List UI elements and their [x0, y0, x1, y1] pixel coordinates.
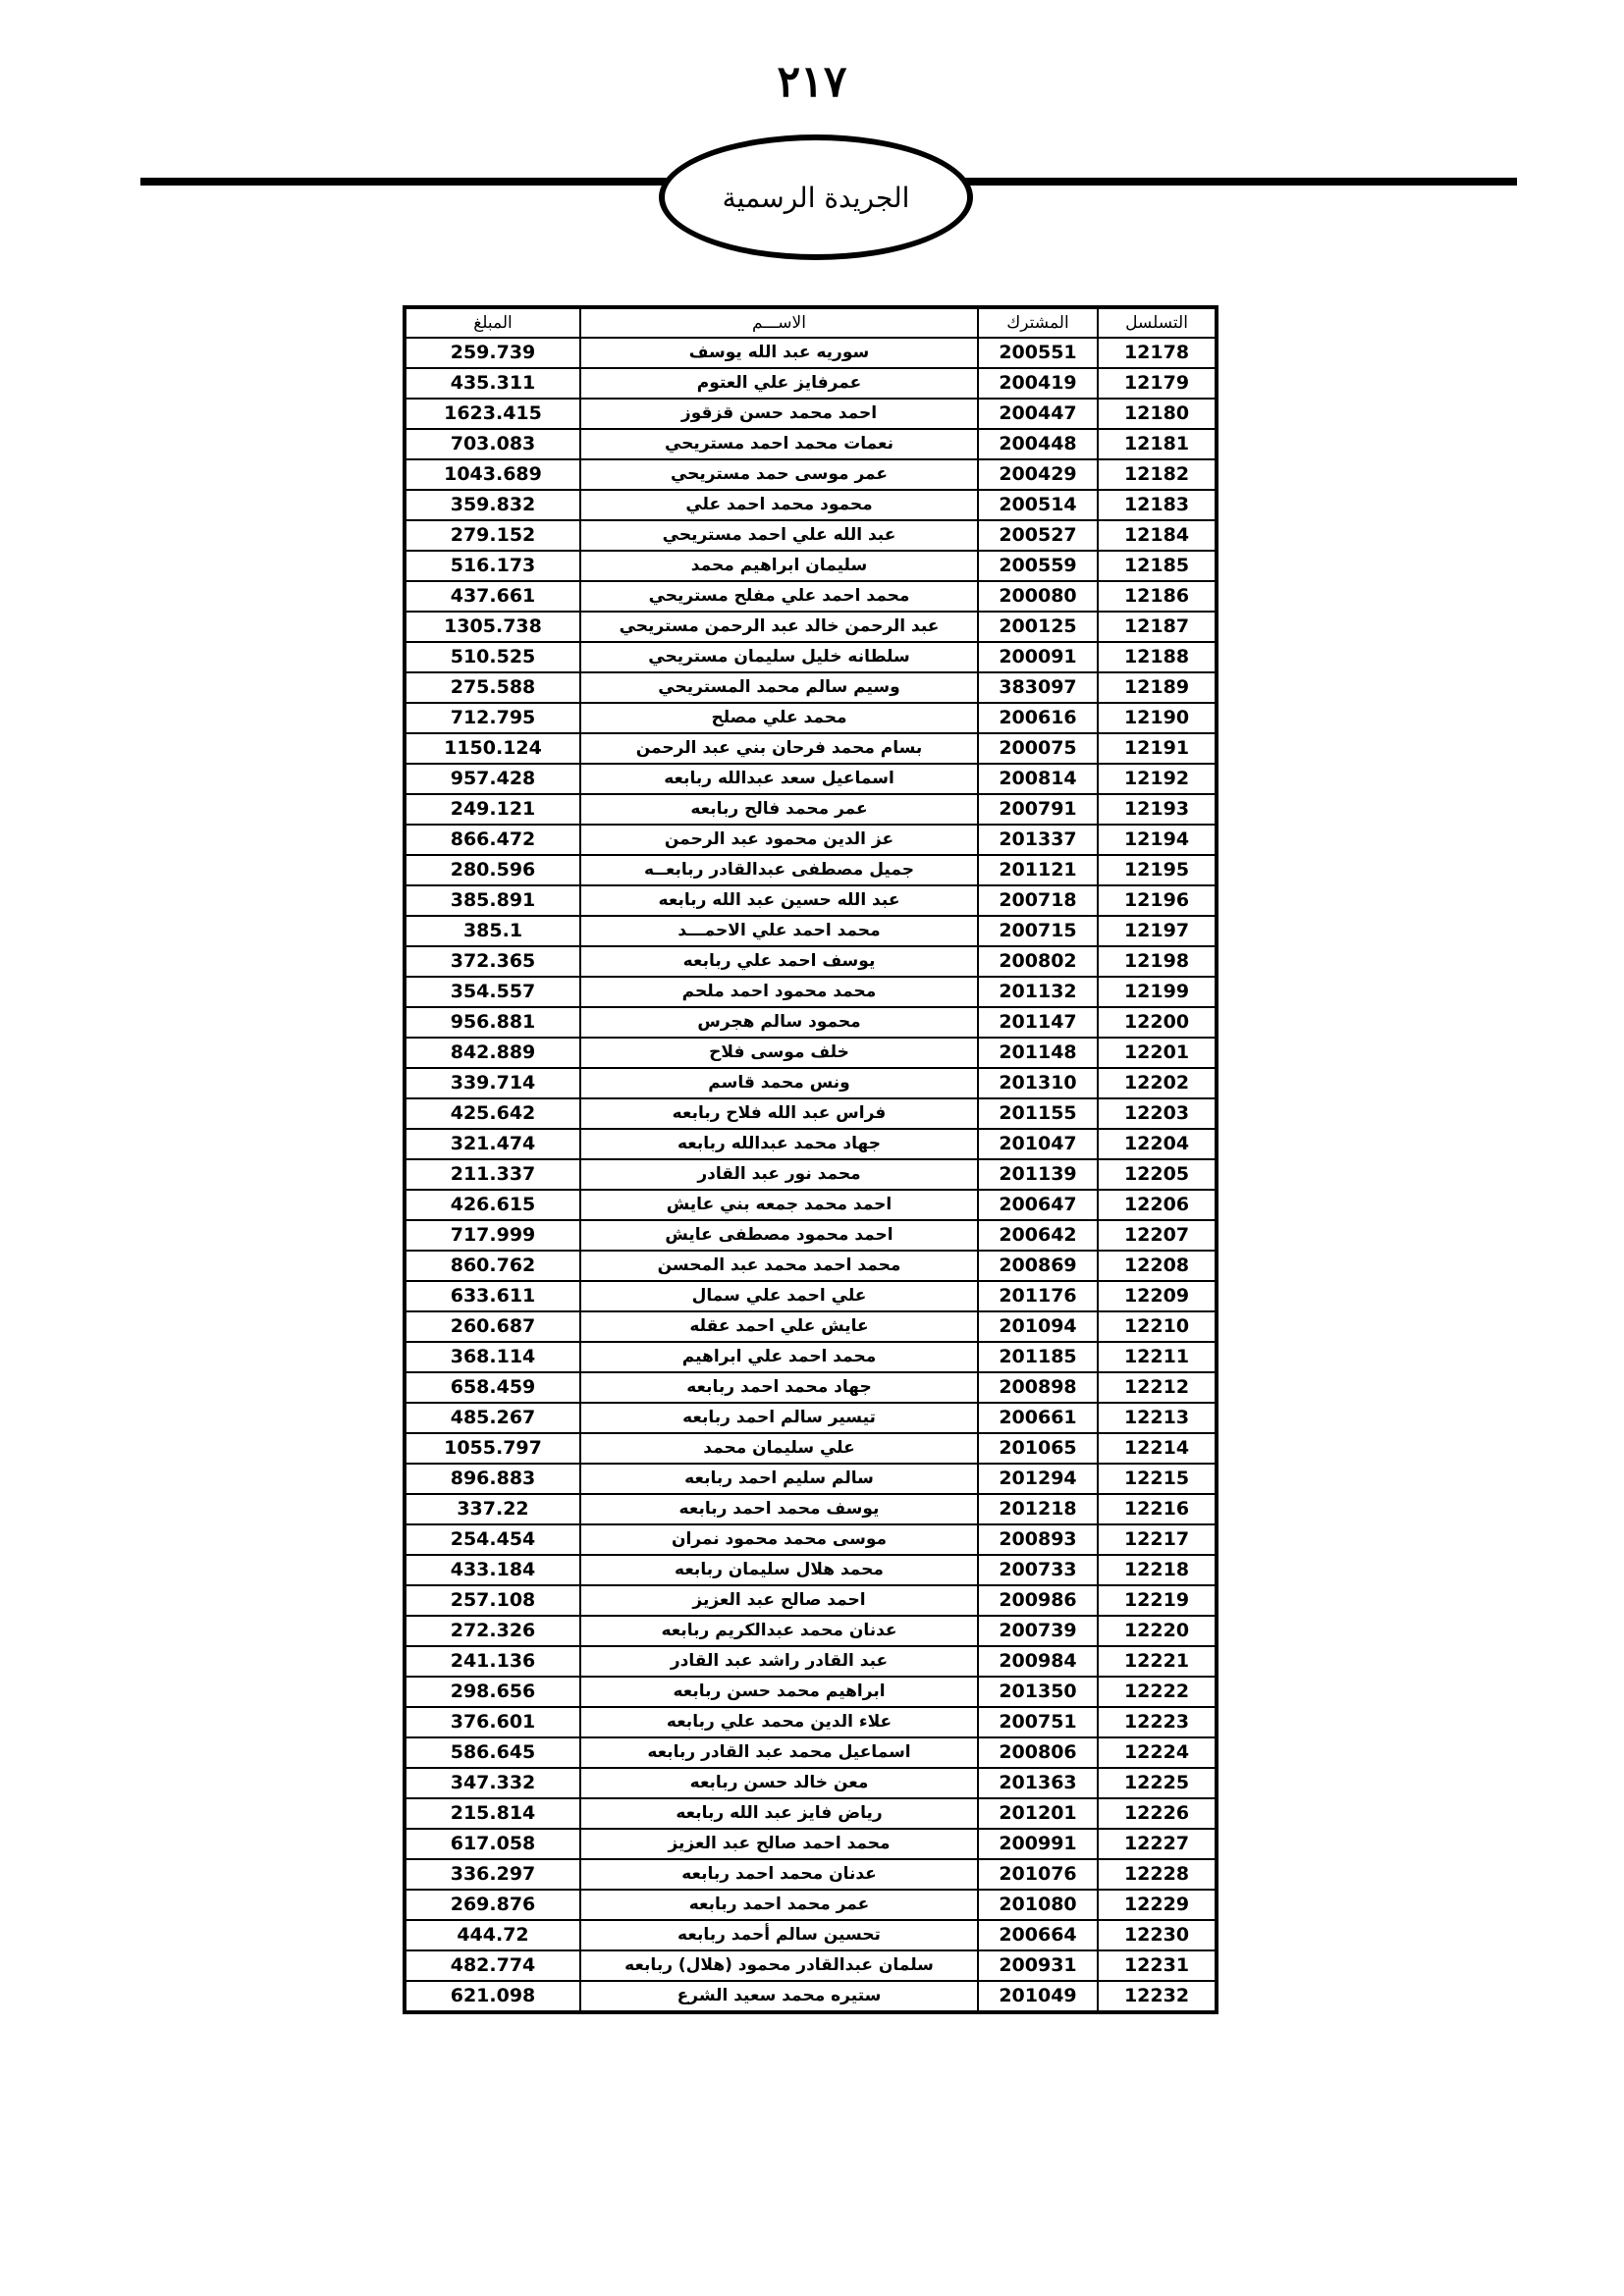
- table-row: [406, 1707, 1216, 1737]
- amount-cell: 1055.797: [406, 1433, 580, 1464]
- table-row: [406, 1950, 1216, 1981]
- serial-cell: 12197: [1098, 916, 1216, 946]
- serial-cell: 12178: [1098, 338, 1216, 368]
- table-row: [406, 1616, 1216, 1646]
- table-row: [406, 1555, 1216, 1585]
- subscriber-cell: 201218: [978, 1494, 1098, 1524]
- subscriber-cell: 200514: [978, 490, 1098, 520]
- serial-cell: 12213: [1098, 1403, 1216, 1433]
- subscriber-cell: 200075: [978, 733, 1098, 764]
- table-row: [406, 1159, 1216, 1190]
- name-cell: جهاد محمد عبدالله ربابعه: [580, 1129, 978, 1159]
- table-row: [406, 612, 1216, 642]
- serial-cell: 12192: [1098, 764, 1216, 794]
- name-cell: سوريه عبد الله يوسف: [580, 338, 978, 368]
- serial-cell: 12179: [1098, 368, 1216, 399]
- subscriber-cell: 200647: [978, 1190, 1098, 1220]
- subscriber-cell: 200739: [978, 1616, 1098, 1646]
- name-cell: احمد محمد جمعه بني عايش: [580, 1190, 978, 1220]
- serial-cell: 12227: [1098, 1829, 1216, 1859]
- subscriber-cell: 200551: [978, 338, 1098, 368]
- serial-cell: 12206: [1098, 1190, 1216, 1220]
- table-row: [406, 1281, 1216, 1311]
- serial-cell: 12202: [1098, 1068, 1216, 1098]
- amount-cell: 280.596: [406, 855, 580, 885]
- name-cell: احمد محمد حسن قزقوز: [580, 399, 978, 429]
- table-row: [406, 1372, 1216, 1403]
- name-cell: اسماعيل محمد عبد القادر ربابعه: [580, 1737, 978, 1768]
- amount-cell: 425.642: [406, 1098, 580, 1129]
- serial-cell: 12194: [1098, 825, 1216, 855]
- table-row: [406, 1981, 1216, 2011]
- table-row: [406, 1433, 1216, 1464]
- amount-cell: 336.297: [406, 1859, 580, 1890]
- table-row: [406, 429, 1216, 459]
- serial-cell: 12219: [1098, 1585, 1216, 1616]
- name-cell: محمود محمد احمد علي: [580, 490, 978, 520]
- amount-cell: 896.883: [406, 1464, 580, 1494]
- table-row: [406, 916, 1216, 946]
- serial-cell: 12228: [1098, 1859, 1216, 1890]
- serial-cell: 12225: [1098, 1768, 1216, 1798]
- subscriber-cell: 383097: [978, 672, 1098, 703]
- name-cell: محمد احمد علي ابراهيم: [580, 1342, 978, 1372]
- serial-cell: 12211: [1098, 1342, 1216, 1372]
- subscriber-cell: 201337: [978, 825, 1098, 855]
- amount-cell: 435.311: [406, 368, 580, 399]
- amount-cell: 241.136: [406, 1646, 580, 1677]
- subscriber-cell: 200125: [978, 612, 1098, 642]
- table-row: [406, 946, 1216, 977]
- serial-cell: 12232: [1098, 1981, 1216, 2011]
- amount-cell: 257.108: [406, 1585, 580, 1616]
- subscriber-cell: 200986: [978, 1585, 1098, 1616]
- subscriber-cell: 200091: [978, 642, 1098, 672]
- name-cell: سلطانه خليل سليمان مستريحي: [580, 642, 978, 672]
- name-cell: يوسف احمد علي ربابعه: [580, 946, 978, 977]
- name-cell: علاء الدين محمد علي ربابعه: [580, 1707, 978, 1737]
- table-row: [406, 1190, 1216, 1220]
- name-cell: علي احمد علي سمال: [580, 1281, 978, 1311]
- table-row: [406, 1068, 1216, 1098]
- amount-cell: 633.611: [406, 1281, 580, 1311]
- table-row: [406, 1220, 1216, 1251]
- name-cell: محمد احمد علي الاحمـــد: [580, 916, 978, 946]
- subscriber-cell: 200080: [978, 581, 1098, 612]
- name-cell: نعمات محمد احمد مستريحي: [580, 429, 978, 459]
- name-cell: عز الدين محمود عبد الرحمن: [580, 825, 978, 855]
- amount-cell: 1305.738: [406, 612, 580, 642]
- amount-cell: 617.058: [406, 1829, 580, 1859]
- serial-cell: 12229: [1098, 1890, 1216, 1920]
- subscriber-cell: 200448: [978, 429, 1098, 459]
- subscriber-cell: 200664: [978, 1920, 1098, 1950]
- serial-cell: 12188: [1098, 642, 1216, 672]
- subscriber-cell: 200661: [978, 1403, 1098, 1433]
- serial-cell: 12216: [1098, 1494, 1216, 1524]
- gazette-title: الجريدة الرسمية: [722, 181, 910, 214]
- subscriber-cell: 200429: [978, 459, 1098, 490]
- table-row: [406, 703, 1216, 733]
- serial-cell: 12208: [1098, 1251, 1216, 1281]
- table-row: [406, 581, 1216, 612]
- table-row: [406, 977, 1216, 1007]
- name-cell: عبد القادر راشد عبد القادر: [580, 1646, 978, 1677]
- name-cell: عمر محمد احمد ربابعه: [580, 1890, 978, 1920]
- amount-cell: 956.881: [406, 1007, 580, 1038]
- name-cell: ابراهيم محمد حسن ربابعه: [580, 1677, 978, 1707]
- amount-cell: 272.326: [406, 1616, 580, 1646]
- subscriber-cell: 201201: [978, 1798, 1098, 1829]
- name-cell: محمد احمد محمد عبد المحسن: [580, 1251, 978, 1281]
- name-cell: يوسف محمد احمد ربابعه: [580, 1494, 978, 1524]
- serial-cell: 12215: [1098, 1464, 1216, 1494]
- subscriber-cell: 200447: [978, 399, 1098, 429]
- table-row: [406, 642, 1216, 672]
- amount-cell: 510.525: [406, 642, 580, 672]
- table-row: [406, 733, 1216, 764]
- amount-cell: 866.472: [406, 825, 580, 855]
- amount-cell: 717.999: [406, 1220, 580, 1251]
- amount-cell: 1150.124: [406, 733, 580, 764]
- subscriber-cell: 200991: [978, 1829, 1098, 1859]
- subscriber-cell: 200751: [978, 1707, 1098, 1737]
- table-row: [406, 1403, 1216, 1433]
- column-header-subscriber: المشترك: [978, 308, 1098, 338]
- amount-cell: 215.814: [406, 1798, 580, 1829]
- serial-cell: 12201: [1098, 1038, 1216, 1068]
- subscriber-cell: 201094: [978, 1311, 1098, 1342]
- amount-cell: 354.557: [406, 977, 580, 1007]
- name-cell: محمد محمود احمد ملحم: [580, 977, 978, 1007]
- serial-cell: 12204: [1098, 1129, 1216, 1159]
- name-cell: جهاد محمد احمد ربابعه: [580, 1372, 978, 1403]
- subscriber-cell: 201147: [978, 1007, 1098, 1038]
- table-row: [406, 1098, 1216, 1129]
- amount-cell: 485.267: [406, 1403, 580, 1433]
- serial-cell: 12185: [1098, 551, 1216, 581]
- subscriber-cell: 201080: [978, 1890, 1098, 1920]
- subscriber-cell: 200869: [978, 1251, 1098, 1281]
- subscriber-cell: 201155: [978, 1098, 1098, 1129]
- name-cell: ونس محمد قاسم: [580, 1068, 978, 1098]
- name-cell: تيسير سالم احمد ربابعه: [580, 1403, 978, 1433]
- table-row: [406, 825, 1216, 855]
- serial-cell: 12187: [1098, 612, 1216, 642]
- subscriber-cell: 200715: [978, 916, 1098, 946]
- name-cell: محمد هلال سليمان ربابعه: [580, 1555, 978, 1585]
- subscriber-cell: 201065: [978, 1433, 1098, 1464]
- serial-cell: 12224: [1098, 1737, 1216, 1768]
- column-header-name: الاســـم: [580, 308, 978, 338]
- table-header-row: [406, 308, 1216, 338]
- table-row: [406, 1798, 1216, 1829]
- table-row: [406, 855, 1216, 885]
- table-row: [406, 1129, 1216, 1159]
- amount-cell: 621.098: [406, 1981, 580, 2011]
- subscribers-table-wrapper: [403, 305, 1218, 2014]
- table-row: [406, 1737, 1216, 1768]
- serial-cell: 12207: [1098, 1220, 1216, 1251]
- title-oval: [659, 134, 973, 260]
- subscriber-cell: 201176: [978, 1281, 1098, 1311]
- column-header-serial: التسلسل: [1098, 308, 1216, 338]
- serial-cell: 12210: [1098, 1311, 1216, 1342]
- table-row: [406, 1311, 1216, 1342]
- name-cell: بسام محمد فرحان بني عبد الرحمن: [580, 733, 978, 764]
- amount-cell: 444.72: [406, 1920, 580, 1950]
- name-cell: محمود سالم هجرس: [580, 1007, 978, 1038]
- amount-cell: 385.891: [406, 885, 580, 916]
- amount-cell: 368.114: [406, 1342, 580, 1372]
- table-row: [406, 672, 1216, 703]
- amount-cell: 385.1: [406, 916, 580, 946]
- subscriber-cell: 200527: [978, 520, 1098, 551]
- subscriber-cell: 201132: [978, 977, 1098, 1007]
- serial-cell: 12200: [1098, 1007, 1216, 1038]
- subscriber-cell: 200791: [978, 794, 1098, 825]
- serial-cell: 12186: [1098, 581, 1216, 612]
- serial-cell: 12203: [1098, 1098, 1216, 1129]
- serial-cell: 12231: [1098, 1950, 1216, 1981]
- amount-cell: 279.152: [406, 520, 580, 551]
- table-row: [406, 459, 1216, 490]
- amount-cell: 703.083: [406, 429, 580, 459]
- amount-cell: 249.121: [406, 794, 580, 825]
- serial-cell: 12222: [1098, 1677, 1216, 1707]
- table-row: [406, 490, 1216, 520]
- amount-cell: 321.474: [406, 1129, 580, 1159]
- subscriber-cell: 201047: [978, 1129, 1098, 1159]
- serial-cell: 12198: [1098, 946, 1216, 977]
- name-cell: رياض فايز عبد الله ربابعه: [580, 1798, 978, 1829]
- name-cell: عدنان محمد عبدالكريم ربابعه: [580, 1616, 978, 1646]
- subscriber-cell: 201350: [978, 1677, 1098, 1707]
- name-cell: عبد الله حسين عبد الله ربابعه: [580, 885, 978, 916]
- subscriber-cell: 200419: [978, 368, 1098, 399]
- amount-cell: 842.889: [406, 1038, 580, 1068]
- name-cell: عمر موسى حمد مستريحي: [580, 459, 978, 490]
- amount-cell: 211.337: [406, 1159, 580, 1190]
- serial-cell: 12218: [1098, 1555, 1216, 1585]
- serial-cell: 12230: [1098, 1920, 1216, 1950]
- subscribers-table: [405, 307, 1217, 2012]
- serial-cell: 12189: [1098, 672, 1216, 703]
- table-row: [406, 1890, 1216, 1920]
- subscriber-cell: 201294: [978, 1464, 1098, 1494]
- amount-cell: 337.22: [406, 1494, 580, 1524]
- page-number: ٢١٧: [777, 57, 847, 107]
- name-cell: عايش علي احمد عقله: [580, 1311, 978, 1342]
- serial-cell: 12196: [1098, 885, 1216, 916]
- subscriber-cell: 201049: [978, 1981, 1098, 2011]
- table-row: [406, 794, 1216, 825]
- table-row: [406, 1038, 1216, 1068]
- subscriber-cell: 201121: [978, 855, 1098, 885]
- amount-cell: 254.454: [406, 1524, 580, 1555]
- serial-cell: 12195: [1098, 855, 1216, 885]
- amount-cell: 1623.415: [406, 399, 580, 429]
- serial-cell: 12226: [1098, 1798, 1216, 1829]
- serial-cell: 12220: [1098, 1616, 1216, 1646]
- name-cell: عبد الله علي احمد مستريحي: [580, 520, 978, 551]
- subscriber-cell: 201363: [978, 1768, 1098, 1798]
- name-cell: موسى محمد محمود نمران: [580, 1524, 978, 1555]
- name-cell: احمد محمود مصطفى عايش: [580, 1220, 978, 1251]
- table-row: [406, 1677, 1216, 1707]
- serial-cell: 12217: [1098, 1524, 1216, 1555]
- table-row: [406, 1646, 1216, 1677]
- amount-cell: 260.687: [406, 1311, 580, 1342]
- amount-cell: 372.365: [406, 946, 580, 977]
- name-cell: علي سليمان محمد: [580, 1433, 978, 1464]
- table-row: [406, 1007, 1216, 1038]
- name-cell: سلمان عبدالقادر محمود (هلال) ربابعه: [580, 1950, 978, 1981]
- name-cell: عمرفايز علي العتوم: [580, 368, 978, 399]
- amount-cell: 298.656: [406, 1677, 580, 1707]
- serial-cell: 12180: [1098, 399, 1216, 429]
- serial-cell: 12214: [1098, 1433, 1216, 1464]
- subscriber-cell: 200893: [978, 1524, 1098, 1555]
- subscriber-cell: 201076: [978, 1859, 1098, 1890]
- amount-cell: 259.739: [406, 338, 580, 368]
- table-row: [406, 1829, 1216, 1859]
- amount-cell: 516.173: [406, 551, 580, 581]
- amount-cell: 658.459: [406, 1372, 580, 1403]
- serial-cell: 12199: [1098, 977, 1216, 1007]
- table-body: [406, 338, 1216, 2011]
- amount-cell: 269.876: [406, 1890, 580, 1920]
- table-row: [406, 1920, 1216, 1950]
- amount-cell: 482.774: [406, 1950, 580, 1981]
- name-cell: سليمان ابراهيم محمد: [580, 551, 978, 581]
- serial-cell: 12223: [1098, 1707, 1216, 1737]
- subscriber-cell: 200616: [978, 703, 1098, 733]
- name-cell: معن خالد حسن ربابعه: [580, 1768, 978, 1798]
- serial-cell: 12190: [1098, 703, 1216, 733]
- serial-cell: 12183: [1098, 490, 1216, 520]
- amount-cell: 437.661: [406, 581, 580, 612]
- name-cell: محمد نور عبد القادر: [580, 1159, 978, 1190]
- name-cell: محمد احمد علي مفلح مستريحي: [580, 581, 978, 612]
- subscriber-cell: 201185: [978, 1342, 1098, 1372]
- subscriber-cell: 201148: [978, 1038, 1098, 1068]
- name-cell: وسيم سالم محمد المستريحي: [580, 672, 978, 703]
- subscriber-cell: 201310: [978, 1068, 1098, 1098]
- name-cell: عبد الرحمن خالد عبد الرحمن مستريحي: [580, 612, 978, 642]
- name-cell: جميل مصطفى عبدالقادر ربابعــه: [580, 855, 978, 885]
- table-row: [406, 1464, 1216, 1494]
- name-cell: تحسين سالم أحمد ربابعه: [580, 1920, 978, 1950]
- table-row: [406, 368, 1216, 399]
- serial-cell: 12184: [1098, 520, 1216, 551]
- name-cell: اسماعيل سعد عبدالله ربابعه: [580, 764, 978, 794]
- serial-cell: 12221: [1098, 1646, 1216, 1677]
- amount-cell: 275.588: [406, 672, 580, 703]
- subscriber-cell: 200898: [978, 1372, 1098, 1403]
- subscriber-cell: 200806: [978, 1737, 1098, 1768]
- name-cell: خلف موسى فلاح: [580, 1038, 978, 1068]
- subscriber-cell: 200931: [978, 1950, 1098, 1981]
- amount-cell: 426.615: [406, 1190, 580, 1220]
- amount-cell: 1043.689: [406, 459, 580, 490]
- table-row: [406, 1494, 1216, 1524]
- amount-cell: 347.332: [406, 1768, 580, 1798]
- table-row: [406, 1251, 1216, 1281]
- amount-cell: 860.762: [406, 1251, 580, 1281]
- name-cell: ستيره محمد سعيد الشرع: [580, 1981, 978, 2011]
- amount-cell: 339.714: [406, 1068, 580, 1098]
- name-cell: فراس عبد الله فلاح ربابعه: [580, 1098, 978, 1129]
- subscriber-cell: 200642: [978, 1220, 1098, 1251]
- subscriber-cell: 200733: [978, 1555, 1098, 1585]
- table-row: [406, 551, 1216, 581]
- table-row: [406, 885, 1216, 916]
- serial-cell: 12209: [1098, 1281, 1216, 1311]
- serial-cell: 12205: [1098, 1159, 1216, 1190]
- table-row: [406, 1524, 1216, 1555]
- serial-cell: 12212: [1098, 1372, 1216, 1403]
- serial-cell: 12181: [1098, 429, 1216, 459]
- table-row: [406, 764, 1216, 794]
- name-cell: احمد صالح عبد العزيز: [580, 1585, 978, 1616]
- table-row: [406, 338, 1216, 368]
- subscriber-cell: 200718: [978, 885, 1098, 916]
- amount-cell: 957.428: [406, 764, 580, 794]
- subscriber-cell: 200984: [978, 1646, 1098, 1677]
- table-row: [406, 1859, 1216, 1890]
- subscriber-cell: 200802: [978, 946, 1098, 977]
- amount-cell: 376.601: [406, 1707, 580, 1737]
- name-cell: محمد احمد صالح عبد العزيز: [580, 1829, 978, 1859]
- serial-cell: 12191: [1098, 733, 1216, 764]
- serial-cell: 12193: [1098, 794, 1216, 825]
- subscriber-cell: 200814: [978, 764, 1098, 794]
- name-cell: محمد علي مصلح: [580, 703, 978, 733]
- table-row: [406, 1585, 1216, 1616]
- table-row: [406, 520, 1216, 551]
- amount-cell: 433.184: [406, 1555, 580, 1585]
- name-cell: سالم سليم احمد ربابعه: [580, 1464, 978, 1494]
- name-cell: عمر محمد فالح ربابعه: [580, 794, 978, 825]
- name-cell: عدنان محمد احمد ربابعه: [580, 1859, 978, 1890]
- table-row: [406, 1342, 1216, 1372]
- table-row: [406, 399, 1216, 429]
- serial-cell: 12182: [1098, 459, 1216, 490]
- subscriber-cell: 200559: [978, 551, 1098, 581]
- column-header-amount: المبلغ: [406, 308, 580, 338]
- amount-cell: 359.832: [406, 490, 580, 520]
- amount-cell: 712.795: [406, 703, 580, 733]
- table-row: [406, 1768, 1216, 1798]
- subscriber-cell: 201139: [978, 1159, 1098, 1190]
- amount-cell: 586.645: [406, 1737, 580, 1768]
